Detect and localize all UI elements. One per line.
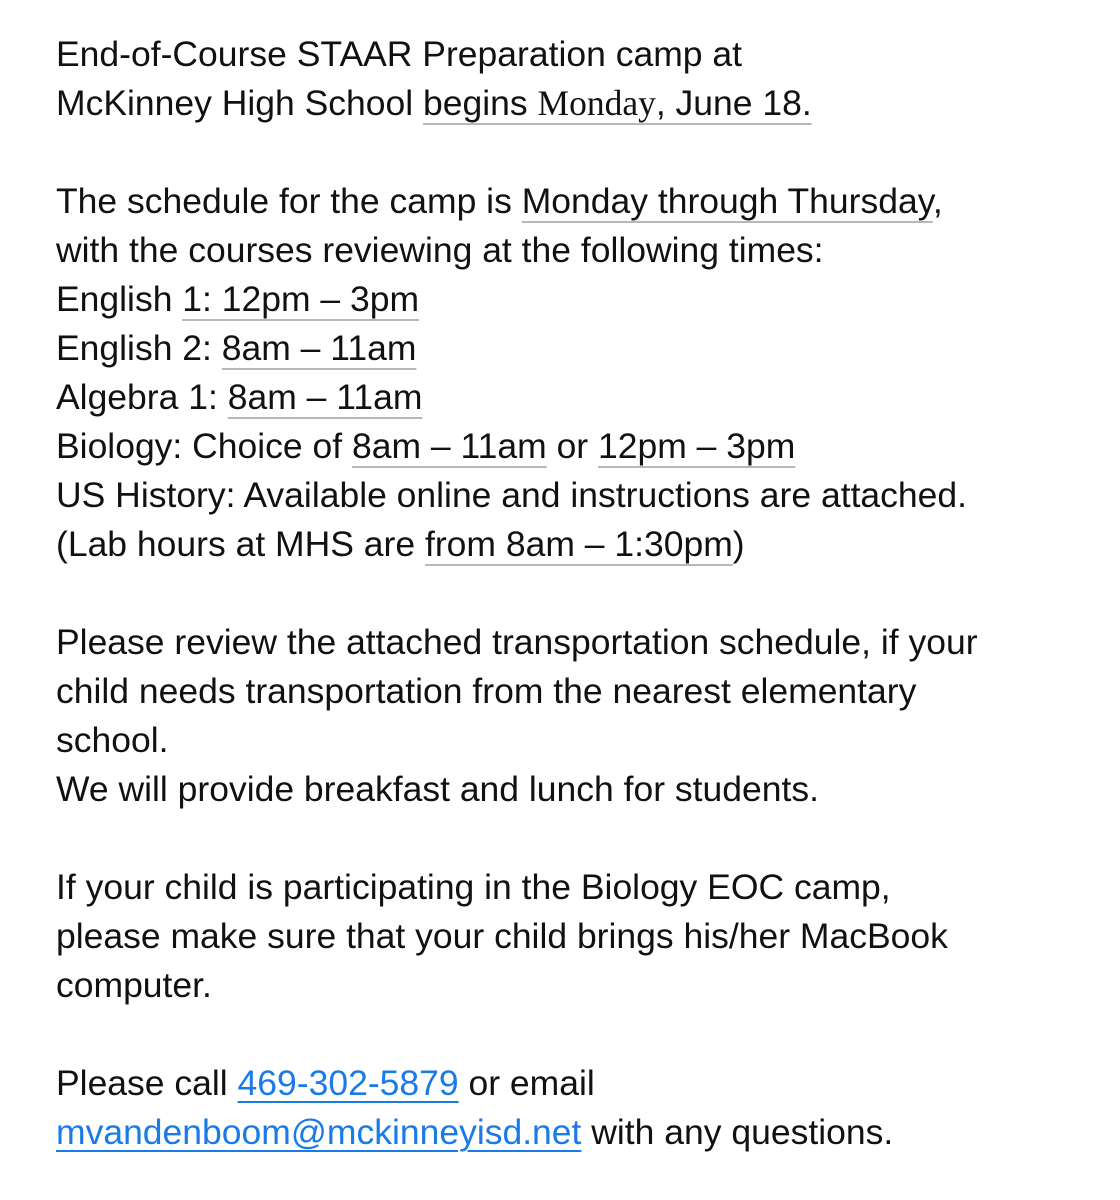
- schedule-intro-2: with the courses reviewing at the following times:: [56, 230, 824, 270]
- english2-time-link[interactable]: 8am – 11am: [221, 328, 417, 368]
- english1-label: English: [56, 279, 183, 319]
- english1-row: [56, 275, 1096, 324]
- contact-middle: or email: [458, 1063, 595, 1103]
- biology-note-line-3: [56, 961, 1096, 1010]
- schedule-intro: The schedule for the camp is: [56, 181, 522, 221]
- contact-prefix: Please call: [56, 1063, 238, 1103]
- schedule-comma: ,: [932, 181, 943, 221]
- intro-text: End-of-Course STAAR Preparation camp at: [56, 34, 742, 74]
- spacer: [56, 128, 1096, 177]
- transport-line-3: [56, 716, 1096, 765]
- transport-text-1: Please review the attached transportation schedule, if your: [56, 622, 978, 662]
- date-text: , June 18.: [655, 83, 812, 123]
- day-text: Monday: [537, 83, 656, 123]
- email-link[interactable]: mvandenboom@mckinneyisd.net: [56, 1112, 582, 1152]
- us-history-row: [56, 471, 1096, 520]
- begins-text: begins: [423, 83, 538, 123]
- spacer: [56, 814, 1096, 863]
- english2-row: [56, 324, 1096, 373]
- biology-note-text-2: please make sure that your child brings his/her MacBook: [56, 916, 948, 956]
- biology-or: or: [546, 426, 598, 466]
- intro-line-1: [56, 30, 1096, 79]
- phone-link[interactable]: 469-302-5879: [237, 1063, 459, 1103]
- spacer: [56, 569, 1096, 618]
- transport-line-2: [56, 667, 1096, 716]
- transport-line-1: [56, 618, 1096, 667]
- spacer: [56, 1010, 1096, 1059]
- algebra1-row: [56, 373, 1096, 422]
- transport-text-2: child needs transportation from the nearest elementary: [56, 671, 917, 711]
- algebra1-time-link[interactable]: 8am – 11am: [227, 377, 423, 417]
- detected-date-link[interactable]: [423, 83, 812, 123]
- biology-note-text-3: computer.: [56, 965, 212, 1005]
- intro-school: McKinney High School: [56, 83, 424, 123]
- lab-prefix: (Lab hours at MHS are: [56, 524, 425, 564]
- lab-time-link[interactable]: from 8am – 1:30pm: [424, 524, 733, 564]
- biology-time1-link[interactable]: 8am – 11am: [352, 426, 547, 466]
- lab-suffix: ): [732, 524, 745, 564]
- transport-text-3: school.: [56, 720, 169, 760]
- intro-line-2: [56, 79, 1096, 128]
- biology-time2-link[interactable]: 12pm – 3pm: [598, 426, 796, 466]
- schedule-line-1: [56, 177, 1096, 226]
- schedule-line-2: [56, 226, 1096, 275]
- meals-line: [56, 765, 1096, 814]
- biology-note-line-2: [56, 912, 1096, 961]
- english1-time-link[interactable]: 1: 12pm – 3pm: [182, 279, 420, 319]
- biology-note-line-1: [56, 863, 1096, 912]
- biology-note-text-1: If your child is participating in the Biology EOC camp,: [56, 867, 891, 907]
- contact-line-1: [56, 1059, 1096, 1108]
- lab-hours-row: [56, 520, 1096, 569]
- meals-text: We will provide breakfast and lunch for students.: [56, 769, 819, 809]
- english2-label: English 2:: [56, 328, 222, 368]
- contact-line-2: [56, 1108, 1096, 1157]
- biology-row: [56, 422, 1096, 471]
- email-body: [56, 30, 1096, 1157]
- detected-days-link[interactable]: Monday through Thursday: [521, 181, 933, 221]
- biology-label: Biology: Choice of: [56, 426, 352, 466]
- algebra1-label: Algebra 1:: [56, 377, 228, 417]
- us-history-text: US History: Available online and instructions are attached.: [56, 475, 968, 515]
- contact-suffix: with any questions.: [581, 1112, 894, 1152]
